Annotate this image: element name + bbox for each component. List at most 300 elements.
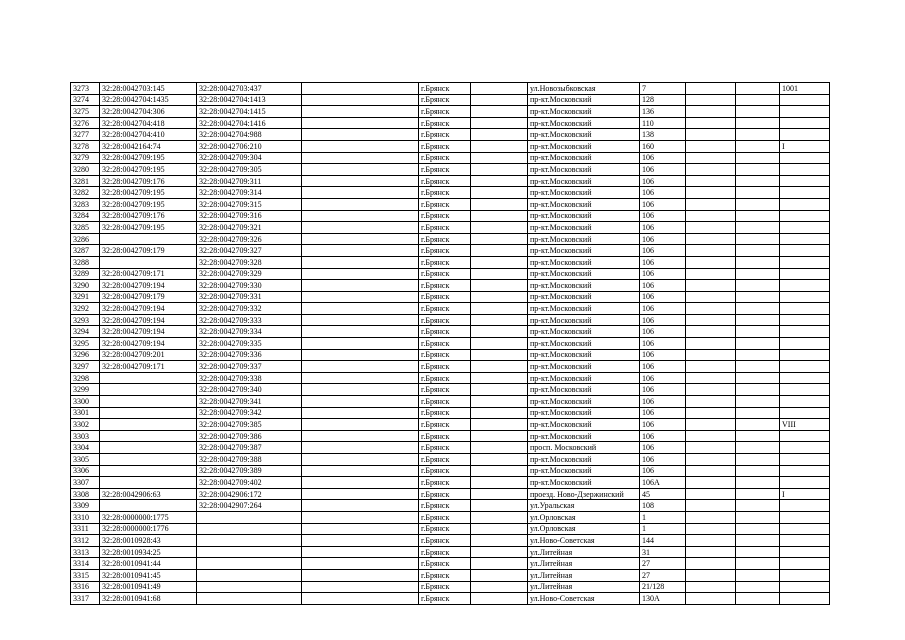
empty-cell xyxy=(471,361,528,373)
city-cell: г.Брянск xyxy=(419,349,471,361)
empty-cell xyxy=(736,454,780,466)
premises-cell xyxy=(780,407,830,419)
cadastral-number-cell: 32:28:0042709:194 xyxy=(100,326,197,338)
empty-cell xyxy=(302,511,419,523)
street-cell: ул.Литейная xyxy=(528,546,640,558)
street-cell: пр-кт.Московский xyxy=(528,372,640,384)
street-cell: пр-кт.Московский xyxy=(528,280,640,292)
table-row xyxy=(71,546,830,558)
street-cell: ул.Орловская xyxy=(528,523,640,535)
street-cell: ул.Ново-Советская xyxy=(528,593,640,605)
table-row xyxy=(71,477,830,489)
table-row xyxy=(71,349,830,361)
object-cadastral-number-cell: 32:28:0042709:402 xyxy=(197,477,302,489)
object-cadastral-number-cell: 32:28:0042709:311 xyxy=(197,175,302,187)
street-cell: пр-кт.Московский xyxy=(528,140,640,152)
table-row xyxy=(71,256,830,268)
city-cell: г.Брянск xyxy=(419,523,471,535)
empty-cell xyxy=(471,477,528,489)
street-cell: ул.Литейная xyxy=(528,558,640,570)
table-row xyxy=(71,164,830,176)
row-number-cell: 3289 xyxy=(71,268,100,280)
house-number-cell: 136 xyxy=(640,106,686,118)
object-cadastral-number-cell: 32:28:0042703:437 xyxy=(197,83,302,95)
premises-cell xyxy=(780,210,830,222)
house-number-cell: 130А xyxy=(640,593,686,605)
cadastral-number-cell: 32:28:0000000:1776 xyxy=(100,523,197,535)
row-number-cell: 3287 xyxy=(71,245,100,257)
city-cell: г.Брянск xyxy=(419,581,471,593)
house-number-cell: 1 xyxy=(640,511,686,523)
empty-cell xyxy=(686,419,736,431)
premises-cell xyxy=(780,187,830,199)
empty-cell xyxy=(736,407,780,419)
street-cell: пр-кт.Московский xyxy=(528,349,640,361)
empty-cell xyxy=(736,442,780,454)
row-number-cell: 3309 xyxy=(71,500,100,512)
city-cell: г.Брянск xyxy=(419,511,471,523)
table-row xyxy=(71,523,830,535)
cadastral-number-cell xyxy=(100,454,197,466)
premises-cell xyxy=(780,569,830,581)
empty-cell xyxy=(686,430,736,442)
empty-cell xyxy=(686,268,736,280)
empty-cell xyxy=(736,117,780,129)
street-cell: пр-кт.Московский xyxy=(528,338,640,350)
empty-cell xyxy=(471,349,528,361)
cadastral-number-cell xyxy=(100,442,197,454)
cadastral-number-cell: 32:28:0042709:195 xyxy=(100,198,197,210)
city-cell: г.Брянск xyxy=(419,372,471,384)
empty-cell xyxy=(471,291,528,303)
object-cadastral-number-cell: 32:28:0042709:386 xyxy=(197,430,302,442)
row-number-cell: 3313 xyxy=(71,546,100,558)
empty-cell xyxy=(471,442,528,454)
object-cadastral-number-cell: 32:28:0042709:305 xyxy=(197,164,302,176)
empty-cell xyxy=(471,384,528,396)
empty-cell xyxy=(471,488,528,500)
table-body xyxy=(71,83,830,605)
premises-cell xyxy=(780,581,830,593)
house-number-cell: 45 xyxy=(640,488,686,500)
empty-cell xyxy=(736,349,780,361)
empty-cell xyxy=(302,117,419,129)
house-number-cell: 106 xyxy=(640,164,686,176)
cadastral-number-cell xyxy=(100,233,197,245)
city-cell: г.Брянск xyxy=(419,430,471,442)
row-number-cell: 3279 xyxy=(71,152,100,164)
empty-cell xyxy=(302,384,419,396)
object-cadastral-number-cell: 32:28:0042709:321 xyxy=(197,222,302,234)
empty-cell xyxy=(302,361,419,373)
table-row xyxy=(71,140,830,152)
empty-cell xyxy=(302,326,419,338)
cadastral-number-cell: 32:28:0042704:306 xyxy=(100,106,197,118)
empty-cell xyxy=(471,465,528,477)
table-row xyxy=(71,384,830,396)
object-cadastral-number-cell: 32:28:0042709:329 xyxy=(197,268,302,280)
empty-cell xyxy=(736,477,780,489)
empty-cell xyxy=(686,349,736,361)
row-number-cell: 3311 xyxy=(71,523,100,535)
row-number-cell: 3282 xyxy=(71,187,100,199)
empty-cell xyxy=(736,535,780,547)
table-row xyxy=(71,291,830,303)
cadastral-number-cell xyxy=(100,500,197,512)
empty-cell xyxy=(736,233,780,245)
empty-cell xyxy=(302,442,419,454)
street-cell: пр-кт.Московский xyxy=(528,129,640,141)
street-cell: ул.Новозыбковская xyxy=(528,83,640,95)
empty-cell xyxy=(686,198,736,210)
empty-cell xyxy=(471,152,528,164)
empty-cell xyxy=(302,349,419,361)
object-cadastral-number-cell: 32:28:0042709:342 xyxy=(197,407,302,419)
empty-cell xyxy=(686,442,736,454)
row-number-cell: 3314 xyxy=(71,558,100,570)
object-cadastral-number-cell: 32:28:0042906:172 xyxy=(197,488,302,500)
table-row xyxy=(71,233,830,245)
empty-cell xyxy=(736,569,780,581)
object-cadastral-number-cell: 32:28:0042709:332 xyxy=(197,303,302,315)
street-cell: пр-кт.Московский xyxy=(528,175,640,187)
premises-cell: 1001 xyxy=(780,83,830,95)
object-cadastral-number-cell: 32:28:0042709:340 xyxy=(197,384,302,396)
empty-cell xyxy=(686,396,736,408)
empty-cell xyxy=(686,106,736,118)
premises-cell xyxy=(780,500,830,512)
premises-cell xyxy=(780,314,830,326)
city-cell: г.Брянск xyxy=(419,245,471,257)
house-number-cell: 106 xyxy=(640,291,686,303)
empty-cell xyxy=(471,140,528,152)
empty-cell xyxy=(686,546,736,558)
premises-cell xyxy=(780,535,830,547)
row-number-cell: 3306 xyxy=(71,465,100,477)
empty-cell xyxy=(471,268,528,280)
row-number-cell: 3278 xyxy=(71,140,100,152)
street-cell: ул.Литейная xyxy=(528,569,640,581)
cadastral-number-cell: 32:28:0042709:176 xyxy=(100,210,197,222)
empty-cell xyxy=(302,198,419,210)
empty-cell xyxy=(686,384,736,396)
empty-cell xyxy=(302,535,419,547)
object-cadastral-number-cell: 32:28:0042704:1413 xyxy=(197,94,302,106)
street-cell: пр-кт.Московский xyxy=(528,314,640,326)
premises-cell xyxy=(780,442,830,454)
empty-cell xyxy=(471,430,528,442)
row-number-cell: 3301 xyxy=(71,407,100,419)
empty-cell xyxy=(302,314,419,326)
premises-cell: I xyxy=(780,488,830,500)
empty-cell xyxy=(686,523,736,535)
empty-cell xyxy=(302,94,419,106)
street-cell: пр-кт.Московский xyxy=(528,430,640,442)
street-cell: проезд. Ново-Дзержинский xyxy=(528,488,640,500)
city-cell: г.Брянск xyxy=(419,314,471,326)
empty-cell xyxy=(302,500,419,512)
empty-cell xyxy=(736,384,780,396)
table-row xyxy=(71,454,830,466)
empty-cell xyxy=(686,372,736,384)
row-number-cell: 3292 xyxy=(71,303,100,315)
empty-cell xyxy=(302,187,419,199)
object-cadastral-number-cell xyxy=(197,523,302,535)
house-number-cell: 128 xyxy=(640,94,686,106)
city-cell: г.Брянск xyxy=(419,164,471,176)
street-cell: пр-кт.Московский xyxy=(528,117,640,129)
house-number-cell: 106 xyxy=(640,314,686,326)
cadastral-number-cell: 32:28:0010934:25 xyxy=(100,546,197,558)
object-cadastral-number-cell: 32:28:0042709:385 xyxy=(197,419,302,431)
city-cell: г.Брянск xyxy=(419,198,471,210)
street-cell: пр-кт.Московский xyxy=(528,465,640,477)
house-number-cell: 106 xyxy=(640,175,686,187)
table-row xyxy=(71,465,830,477)
empty-cell xyxy=(471,326,528,338)
empty-cell xyxy=(686,233,736,245)
premises-cell xyxy=(780,233,830,245)
table-row xyxy=(71,314,830,326)
object-cadastral-number-cell: 32:28:0042709:314 xyxy=(197,187,302,199)
premises-cell xyxy=(780,372,830,384)
empty-cell xyxy=(686,256,736,268)
table-row xyxy=(71,117,830,129)
table-row xyxy=(71,175,830,187)
city-cell: г.Брянск xyxy=(419,222,471,234)
empty-cell xyxy=(302,245,419,257)
cadastral-number-cell: 32:28:0042164:74 xyxy=(100,140,197,152)
cadastral-number-cell: 32:28:0042709:201 xyxy=(100,349,197,361)
premises-cell xyxy=(780,117,830,129)
empty-cell xyxy=(471,558,528,570)
empty-cell xyxy=(686,291,736,303)
table-row xyxy=(71,303,830,315)
city-cell: г.Брянск xyxy=(419,280,471,292)
premises-cell xyxy=(780,361,830,373)
empty-cell xyxy=(686,593,736,605)
city-cell: г.Брянск xyxy=(419,94,471,106)
city-cell: г.Брянск xyxy=(419,593,471,605)
row-number-cell: 3288 xyxy=(71,256,100,268)
premises-cell xyxy=(780,94,830,106)
cadastral-number-cell: 32:28:0042709:195 xyxy=(100,164,197,176)
table-row xyxy=(71,419,830,431)
empty-cell xyxy=(302,291,419,303)
cadastral-number-cell xyxy=(100,430,197,442)
house-number-cell: 106 xyxy=(640,245,686,257)
empty-cell xyxy=(302,454,419,466)
empty-cell xyxy=(686,511,736,523)
table-row xyxy=(71,361,830,373)
row-number-cell: 3305 xyxy=(71,454,100,466)
street-cell: ул.Орловская xyxy=(528,511,640,523)
empty-cell xyxy=(686,245,736,257)
house-number-cell: 106 xyxy=(640,222,686,234)
empty-cell xyxy=(686,488,736,500)
city-cell: г.Брянск xyxy=(419,546,471,558)
empty-cell xyxy=(471,83,528,95)
row-number-cell: 3276 xyxy=(71,117,100,129)
table-row xyxy=(71,326,830,338)
premises-cell xyxy=(780,245,830,257)
cadastral-number-cell xyxy=(100,384,197,396)
house-number-cell: 108 xyxy=(640,500,686,512)
premises-cell xyxy=(780,268,830,280)
table-row xyxy=(71,442,830,454)
empty-cell xyxy=(736,83,780,95)
premises-cell xyxy=(780,454,830,466)
object-cadastral-number-cell xyxy=(197,546,302,558)
premises-cell xyxy=(780,465,830,477)
empty-cell xyxy=(471,535,528,547)
table-row xyxy=(71,500,830,512)
object-cadastral-number-cell: 32:28:0042709:388 xyxy=(197,454,302,466)
table-row xyxy=(71,187,830,199)
row-number-cell: 3291 xyxy=(71,291,100,303)
city-cell: г.Брянск xyxy=(419,106,471,118)
city-cell: г.Брянск xyxy=(419,569,471,581)
empty-cell xyxy=(736,140,780,152)
empty-cell xyxy=(736,245,780,257)
house-number-cell: 106 xyxy=(640,326,686,338)
street-cell: пр-кт.Московский xyxy=(528,256,640,268)
cadastral-number-cell: 32:28:0042709:195 xyxy=(100,222,197,234)
empty-cell xyxy=(736,372,780,384)
street-cell: пр-кт.Московский xyxy=(528,210,640,222)
premises-cell xyxy=(780,523,830,535)
premises-cell xyxy=(780,303,830,315)
row-number-cell: 3297 xyxy=(71,361,100,373)
cadastral-number-cell xyxy=(100,465,197,477)
city-cell: г.Брянск xyxy=(419,558,471,570)
row-number-cell: 3302 xyxy=(71,419,100,431)
empty-cell xyxy=(736,500,780,512)
empty-cell xyxy=(471,233,528,245)
cadastral-number-cell: 32:28:0010941:49 xyxy=(100,581,197,593)
empty-cell xyxy=(471,523,528,535)
empty-cell xyxy=(302,164,419,176)
premises-cell xyxy=(780,256,830,268)
cadastral-number-cell: 32:28:0042709:179 xyxy=(100,291,197,303)
object-cadastral-number-cell: 32:28:0042709:326 xyxy=(197,233,302,245)
cadastral-number-cell: 32:28:0042704:418 xyxy=(100,117,197,129)
cadastral-number-cell: 32:28:0042704:1435 xyxy=(100,94,197,106)
empty-cell xyxy=(471,129,528,141)
empty-cell xyxy=(686,164,736,176)
city-cell: г.Брянск xyxy=(419,303,471,315)
empty-cell xyxy=(736,187,780,199)
table-row xyxy=(71,511,830,523)
cadastral-number-cell: 32:28:0042709:195 xyxy=(100,152,197,164)
house-number-cell: 106 xyxy=(640,280,686,292)
premises-cell: I xyxy=(780,140,830,152)
house-number-cell: 106 xyxy=(640,198,686,210)
house-number-cell: 138 xyxy=(640,129,686,141)
cadastral-number-cell: 32:28:0010941:44 xyxy=(100,558,197,570)
cadastral-number-cell xyxy=(100,372,197,384)
cadastral-number-cell: 32:28:0042709:171 xyxy=(100,268,197,280)
table-row xyxy=(71,210,830,222)
row-number-cell: 3296 xyxy=(71,349,100,361)
row-number-cell: 3303 xyxy=(71,430,100,442)
street-cell: пр-кт.Московский xyxy=(528,361,640,373)
city-cell: г.Брянск xyxy=(419,500,471,512)
empty-cell xyxy=(302,152,419,164)
house-number-cell: 31 xyxy=(640,546,686,558)
street-cell: просп. Московский xyxy=(528,442,640,454)
premises-cell xyxy=(780,198,830,210)
empty-cell xyxy=(736,581,780,593)
object-cadastral-number-cell: 32:28:0042709:304 xyxy=(197,152,302,164)
house-number-cell: 106 xyxy=(640,256,686,268)
empty-cell xyxy=(736,338,780,350)
street-cell: пр-кт.Московский xyxy=(528,152,640,164)
house-number-cell: 106 xyxy=(640,430,686,442)
row-number-cell: 3298 xyxy=(71,372,100,384)
cadastral-number-cell: 32:28:0010941:45 xyxy=(100,569,197,581)
premises-cell xyxy=(780,477,830,489)
empty-cell xyxy=(471,94,528,106)
empty-cell xyxy=(471,314,528,326)
premises-cell xyxy=(780,338,830,350)
city-cell: г.Брянск xyxy=(419,291,471,303)
table-row xyxy=(71,280,830,292)
city-cell: г.Брянск xyxy=(419,488,471,500)
empty-cell xyxy=(686,454,736,466)
cadastral-number-cell xyxy=(100,396,197,408)
table-row xyxy=(71,407,830,419)
empty-cell xyxy=(736,210,780,222)
empty-cell xyxy=(686,558,736,570)
empty-cell xyxy=(736,222,780,234)
object-cadastral-number-cell xyxy=(197,593,302,605)
city-cell: г.Брянск xyxy=(419,129,471,141)
premises-cell xyxy=(780,326,830,338)
object-cadastral-number-cell: 32:28:0042709:315 xyxy=(197,198,302,210)
premises-cell xyxy=(780,129,830,141)
empty-cell xyxy=(302,175,419,187)
row-number-cell: 3304 xyxy=(71,442,100,454)
empty-cell xyxy=(302,140,419,152)
empty-cell xyxy=(471,511,528,523)
object-cadastral-number-cell: 32:28:0042709:330 xyxy=(197,280,302,292)
street-cell: пр-кт.Московский xyxy=(528,477,640,489)
empty-cell xyxy=(736,593,780,605)
house-number-cell: 106 xyxy=(640,349,686,361)
row-number-cell: 3273 xyxy=(71,83,100,95)
empty-cell xyxy=(736,106,780,118)
premises-cell xyxy=(780,384,830,396)
premises-cell xyxy=(780,175,830,187)
city-cell: г.Брянск xyxy=(419,256,471,268)
city-cell: г.Брянск xyxy=(419,535,471,547)
empty-cell xyxy=(686,83,736,95)
table-row xyxy=(71,268,830,280)
street-cell: ул.Литейная xyxy=(528,581,640,593)
cadastral-number-cell: 32:28:0042709:194 xyxy=(100,338,197,350)
object-cadastral-number-cell xyxy=(197,558,302,570)
cadastral-number-cell: 32:28:0042709:171 xyxy=(100,361,197,373)
empty-cell xyxy=(302,419,419,431)
object-cadastral-number-cell: 32:28:0042709:389 xyxy=(197,465,302,477)
street-cell: пр-кт.Московский xyxy=(528,164,640,176)
row-number-cell: 3315 xyxy=(71,569,100,581)
empty-cell xyxy=(471,396,528,408)
empty-cell xyxy=(302,129,419,141)
cadastral-number-cell: 32:28:0000000:1775 xyxy=(100,511,197,523)
city-cell: г.Брянск xyxy=(419,442,471,454)
